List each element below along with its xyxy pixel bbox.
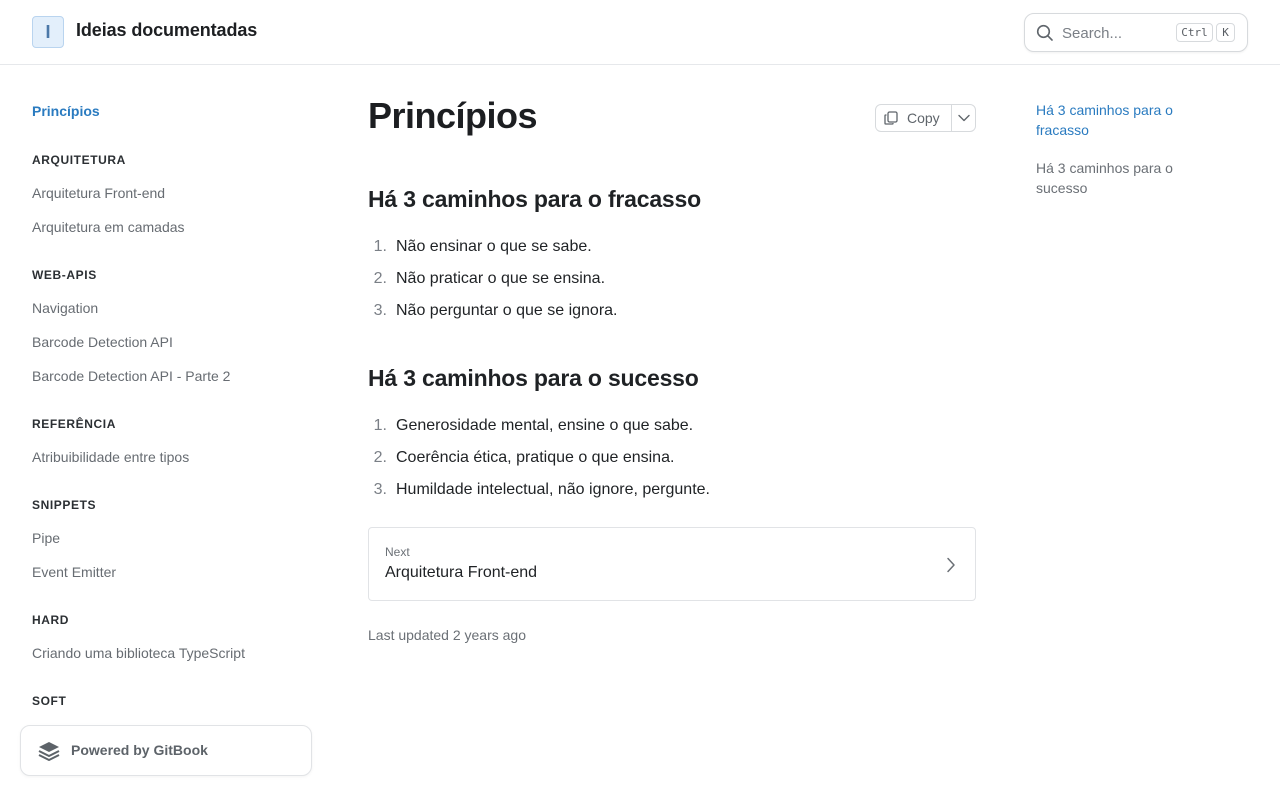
chevron-right-icon [946, 557, 956, 573]
section-heading: Há 3 caminhos para o sucesso [368, 365, 699, 391]
sidebar-item[interactable]: Event Emitter [32, 564, 117, 580]
next-kicker: Next [385, 545, 410, 559]
sidebar-section-title: SOFT [32, 694, 67, 708]
site-logo[interactable] [32, 16, 64, 48]
sidebar-item[interactable]: Barcode Detection API [32, 334, 173, 350]
toc-item-sucesso[interactable]: Há 3 caminhos para o sucesso [1036, 160, 1173, 196]
last-updated: Last updated 2 years ago [368, 627, 527, 643]
search-icon [1036, 24, 1054, 42]
sidebar-nav [0, 65, 336, 800]
chevron-down-icon [958, 114, 970, 122]
sidebar-section-title: WEB-APIS [32, 268, 97, 282]
sidebar-item[interactable]: Arquitetura em camadas [32, 219, 185, 235]
sidebar-item[interactable]: Atribuibilidade entre tipos [32, 449, 190, 465]
search-input[interactable] [1024, 13, 1248, 52]
copy-button-group [875, 104, 976, 132]
powered-by-label: Powered by GitBook [71, 742, 208, 758]
copy-label: Copy [907, 110, 940, 126]
top-header [0, 0, 1280, 65]
list-item: Humildade intelectual, não ignore, pergunte. [396, 481, 710, 498]
section-heading: Há 3 caminhos para o fracasso [368, 186, 701, 212]
shortcut-key-k: K [1216, 23, 1235, 42]
sidebar-section-title: HARD [32, 613, 70, 627]
page-title: Princípios [368, 95, 538, 136]
list-item-number: 2. [373, 449, 387, 466]
next-page-link[interactable] [368, 527, 976, 601]
copy-options-dropdown[interactable] [952, 105, 976, 131]
sidebar-item-principios[interactable]: Princípios [32, 103, 100, 119]
sidebar-item[interactable]: Navigation [32, 300, 99, 316]
list-item: Não praticar o que se ensina. [396, 270, 606, 287]
sidebar-section-title: ARQUITETURA [32, 153, 126, 167]
list-item-number: 1. [373, 417, 387, 434]
copy-icon [884, 111, 898, 125]
list-item-number: 3. [373, 481, 387, 498]
list-item-number: 2. [373, 270, 387, 287]
sidebar-item[interactable]: Arquitetura Front-end [32, 185, 166, 201]
list-item-number: 1. [373, 238, 387, 255]
list-item: Não perguntar o que se ignora. [396, 302, 618, 319]
list-item-number: 3. [373, 302, 387, 319]
search-placeholder: Search... [1062, 25, 1123, 42]
sidebar-item[interactable]: Pipe [32, 530, 61, 546]
list-item: Coerência ética, pratique o que ensina. [396, 449, 675, 466]
sidebar-section-title: SNIPPETS [32, 498, 97, 512]
copy-button[interactable] [876, 105, 951, 131]
gitbook-icon [37, 740, 61, 762]
sidebar-item[interactable]: Barcode Detection API - Parte 2 [32, 368, 231, 384]
toc-item-fracasso[interactable]: Há 3 caminhos para o fracasso [1036, 102, 1173, 138]
logo-letter: I [45, 21, 51, 42]
shortcut-key-ctrl: Ctrl [1176, 23, 1213, 42]
site-title[interactable]: Ideias documentadas [76, 20, 258, 40]
sidebar-item[interactable]: Criando uma biblioteca TypeScript [32, 645, 245, 661]
powered-by-gitbook-link[interactable] [20, 725, 312, 776]
next-page-title: Arquitetura Front-end [385, 564, 538, 581]
list-item: Não ensinar o que se sabe. [396, 238, 592, 255]
sidebar-section-title: REFERÊNCIA [32, 417, 117, 431]
list-item: Generosidade mental, ensine o que sabe. [396, 417, 694, 434]
